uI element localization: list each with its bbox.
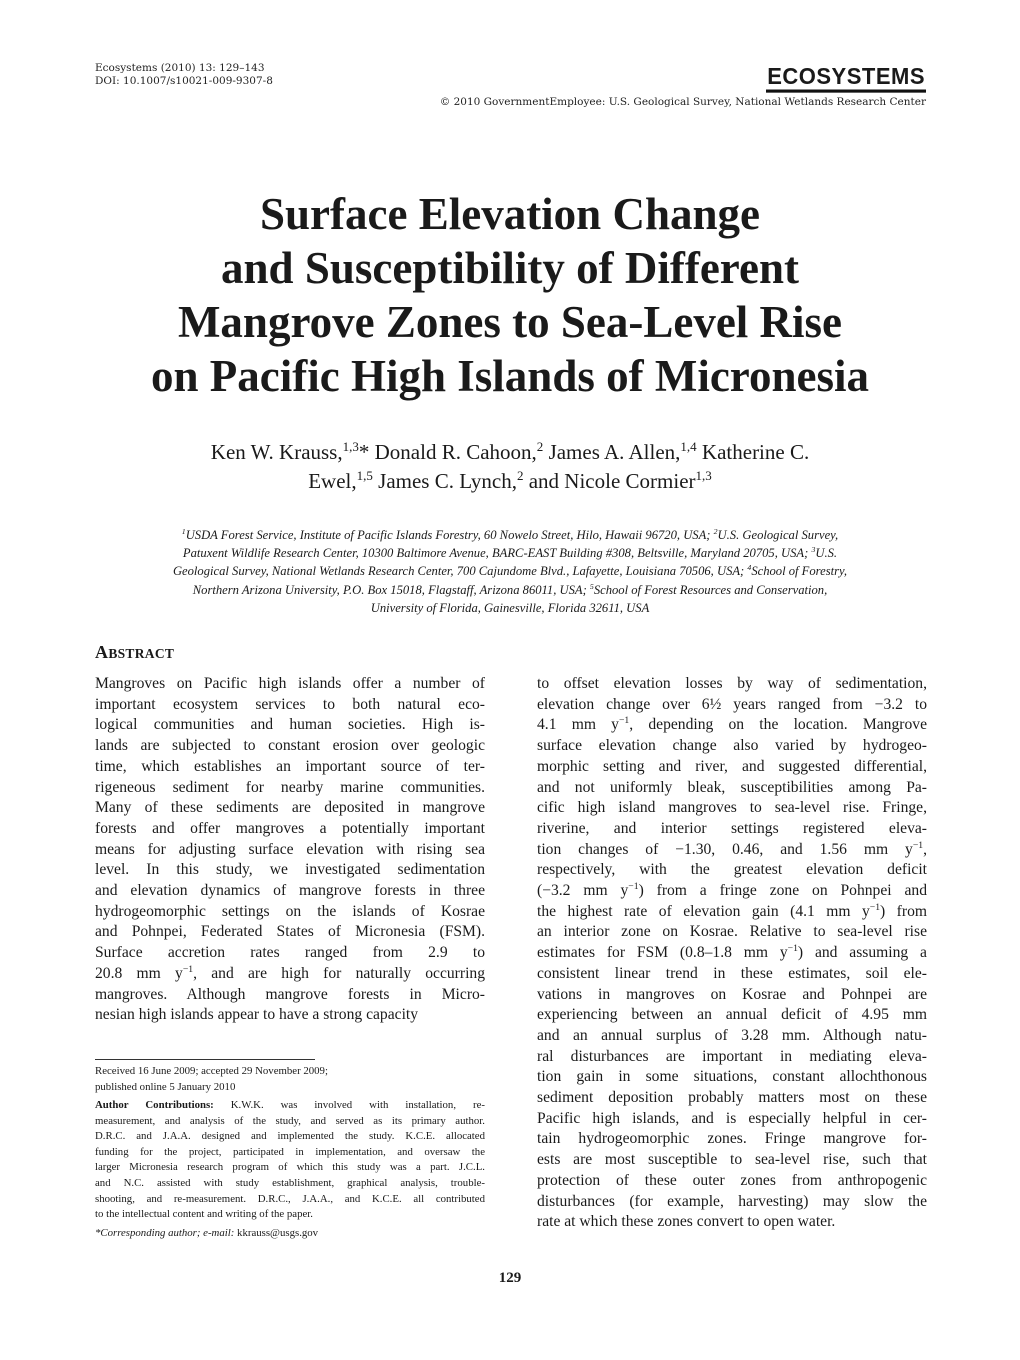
author-name: James A. Allen, xyxy=(543,440,681,464)
affiliation-text: U.S. Geological Survey, xyxy=(717,528,839,542)
affiliation-line xyxy=(80,526,940,544)
abstract-line: means for adjusting surface elevation with rising sea xyxy=(95,840,485,858)
abstract-line: an interior zone on Kosrae. Relative to sea-level rise xyxy=(537,923,927,941)
abstract-heading xyxy=(95,642,174,663)
abstract-line: and an annual surplus of 3.28 mm. Although natu- xyxy=(537,1026,927,1044)
footnote-line: Received 16 June 2009; accepted 29 November 2009; xyxy=(95,1065,328,1077)
journal-citation: Ecosystems (2010) 13: 129–143 xyxy=(95,62,265,74)
abstract-line xyxy=(537,715,927,736)
abstract-line: respectively, with the greatest elevation deficit xyxy=(537,861,927,879)
abstract-text: ) and assuming a xyxy=(797,944,927,962)
contributions-label: Author Contributions: xyxy=(95,1099,214,1111)
abstract-line: logical communities and human societies. High is- xyxy=(95,716,485,734)
abstract-line: Many of these sediments are deposited in mangrove xyxy=(95,799,485,817)
abstract-line: tion gain in some situations, constant allochthonous xyxy=(537,1068,927,1086)
author-name: James C. Lynch, xyxy=(372,469,517,493)
affiliation-number: 1 xyxy=(181,526,186,536)
abstract-line: ests are most susceptible to sea-level rise, such that xyxy=(537,1151,927,1169)
abstract-line: mangroves. Although mangrove forests in Micro- xyxy=(95,985,485,1003)
footnote-line: larger Micronesia research program of which this study was a part. J.C.L. xyxy=(95,1161,485,1174)
author-name: Ewel, xyxy=(308,469,357,493)
abstract-line: to offset elevation losses by way of sedimentation, xyxy=(537,675,927,692)
affiliation-line xyxy=(80,581,940,599)
affiliation-ref: 1,3 xyxy=(695,468,712,483)
affiliation-number: 2 xyxy=(713,526,718,536)
abstract-text: estimates for FSM (0.8–1.8 mm y xyxy=(537,944,788,962)
author-name: and Nicole Cormier xyxy=(523,469,696,493)
affiliation-text: Geological Survey, National Wetlands Research Center, 700 Cajundome Blvd., Lafayette, Louisiana 70506, USA; xyxy=(172,564,748,579)
corresponding-label: *Corresponding author; e-mail: xyxy=(95,1227,235,1239)
affiliation-number: 4 xyxy=(747,563,752,573)
affiliation-line xyxy=(80,562,940,580)
abstract-line: important ecosystem services to both natural eco- xyxy=(95,695,485,713)
citation-block xyxy=(95,62,273,88)
footnote-line: published online 5 January 2010 xyxy=(95,1080,236,1093)
abstract-line: level. In this study, we investigated sedimentation xyxy=(95,861,485,879)
abstract-line xyxy=(537,902,927,923)
abstract-text: , and are high for naturally occurring xyxy=(193,964,485,982)
author-name: Ken W. Krauss, xyxy=(210,440,343,464)
affiliation-ref: 1,4 xyxy=(680,439,697,454)
footnote-text: K.W.K. was involved with installation, re- xyxy=(213,1099,485,1111)
footnote-line xyxy=(95,1226,485,1242)
footnote-line: funding for the project, participated in implementation, and oversaw the xyxy=(95,1145,485,1158)
publication-dates xyxy=(95,1064,485,1095)
affiliation-ref: 1,3 xyxy=(342,439,359,454)
abstract-line: and elevation dynamics of mangrove forests in three xyxy=(95,882,485,900)
abstract-line: tain hydrogeomorphic zones. Fringe mangrove for- xyxy=(537,1130,927,1148)
footnote-line: and N.C. assisted with study establishment, graphical analysis, trouble- xyxy=(95,1176,485,1189)
title-line: Surface Elevation Change xyxy=(260,189,760,239)
unit-exponent: −1 xyxy=(182,963,194,975)
email-address: kkrauss@usgs.gov xyxy=(234,1227,319,1239)
author-line xyxy=(60,467,960,496)
page-number: 129 xyxy=(498,1270,522,1286)
abstract-line: lands are subjected to constant erosion over geologic xyxy=(95,737,485,755)
author-name: Donald R. Cahoon, xyxy=(369,440,537,464)
abstract-right-column xyxy=(537,674,927,1233)
abstract-line: forests and offer mangroves a potentially important xyxy=(95,819,485,837)
abstract-line xyxy=(537,943,927,964)
affiliation-text: School of Forestry, xyxy=(751,564,848,579)
abstract-line: vations in mangroves on Kosrae and Pohnpei are xyxy=(537,985,927,1003)
footnote-line xyxy=(95,1098,485,1114)
abstract-text: the highest rate of elevation gain (4.1 mm y xyxy=(537,902,870,920)
affiliation-ref: 2 xyxy=(516,468,524,483)
affiliation-text: USDA Forest Service, Institute of Pacific Islands Forestry, 60 Nowelo Street, Hilo, Hawaii 96720, USA; xyxy=(185,528,714,542)
abstract-line: Mangroves on Pacific high islands offer a number of xyxy=(95,675,485,692)
affiliation-number: 5 xyxy=(589,581,594,591)
journal-logo: ECOSYSTEMS xyxy=(766,65,926,92)
affiliation-ref: 1,5 xyxy=(356,468,373,483)
affiliation-text: School of Forest Resources and Conservation, xyxy=(593,582,828,597)
footnote-line: shooting, and re-measurement. D.R.C., J.A.A., and K.C.E. all contributed xyxy=(95,1192,485,1205)
abstract-line: morphic setting and river, and suggested differential, xyxy=(537,757,927,775)
abstract-text: , depending on the location. Mangrove xyxy=(629,716,927,734)
author-name: Katherine C. xyxy=(696,440,810,464)
abstract-left-column xyxy=(95,674,485,1026)
abstract-line: rate at which these zones convert to open water. xyxy=(537,1213,836,1231)
abstract-line: nesian high islands appear to have a strong capacity xyxy=(95,1006,419,1024)
abstract-text: 20.8 mm y xyxy=(95,964,183,982)
abstract-text: 4.1 mm y xyxy=(537,716,619,734)
affiliation-line: University of Florida, Gainesville, Florida 32611, USA xyxy=(370,600,650,615)
footnote-line: measurement, and analysis of the study, and served as its primary author. xyxy=(95,1114,485,1127)
abstract-heading-initial: A xyxy=(95,642,109,662)
abstract-line: rigeneous sediment for nearby marine communities. xyxy=(95,778,485,796)
unit-exponent: −1 xyxy=(912,839,924,851)
abstract-text: , xyxy=(923,840,927,858)
title-line: on Pacific High Islands of Micronesia xyxy=(151,351,869,401)
article-title xyxy=(60,187,960,403)
abstract-line: surface elevation change also varied by hydrogeo- xyxy=(537,737,927,755)
abstract-line: and Pohnpei, Federated States of Micronesia (FSM). xyxy=(95,923,485,941)
abstract-line: disturbances (for example, harvesting) may slow the xyxy=(537,1192,927,1210)
abstract-line: ral disturbances are important in mediating eleva- xyxy=(537,1047,927,1065)
abstract-line: elevation change over 6½ years ranged from −3.2 to xyxy=(537,695,927,713)
abstract-line: sediment deposition probably matters most on these xyxy=(537,1089,927,1107)
abstract-line: consistent linear trend in these estimates, soil ele- xyxy=(537,964,927,982)
footnote-divider xyxy=(95,1059,315,1060)
abstract-text: ) from xyxy=(880,902,927,920)
affiliation-ref: 2 xyxy=(536,439,544,454)
abstract-line: cific high island mangroves to sea-level rise. Fringe, xyxy=(537,799,927,817)
abstract-line: Pacific high islands, and is especially helpful in cer- xyxy=(537,1109,927,1127)
abstract-line xyxy=(537,881,927,902)
abstract-line: riverine, and interior settings registered eleva- xyxy=(537,819,927,837)
unit-exponent: −1 xyxy=(618,715,630,727)
footnote-line: D.R.C. and J.A.A. designed and implemented the study. K.C.E. allocated xyxy=(95,1130,485,1143)
affiliation-text: Northern Arizona University, P.O. Box 15018, Flagstaff, Arizona 86011, USA; xyxy=(192,582,590,597)
affiliations xyxy=(80,526,940,617)
abstract-line xyxy=(537,840,927,861)
title-line: and Susceptibility of Different xyxy=(221,243,799,293)
footnote-line: to the intellectual content and writing of the paper. xyxy=(95,1208,313,1221)
copyright-notice: © 2010 GovernmentEmployee: U.S. Geological Survey, National Wetlands Research Center xyxy=(439,96,926,108)
unit-exponent: −1 xyxy=(628,880,639,892)
title-line: Mangrove Zones to Sea-Level Rise xyxy=(177,297,843,347)
unit-exponent: −1 xyxy=(787,942,798,954)
abstract-line: and not uniformly bleak, susceptibilities among Pa- xyxy=(537,778,927,796)
abstract-line: Surface accretion rates ranged from 2.9 to xyxy=(95,944,485,962)
abstract-line: time, which establishes an important source of ter- xyxy=(95,757,485,775)
corresponding-author xyxy=(95,1226,485,1242)
affiliation-text: U.S. xyxy=(815,546,838,561)
abstract-text: (−3.2 mm y xyxy=(537,882,629,900)
abstract-line: protection of these outer zones from anthropogenic xyxy=(537,1171,927,1189)
doi: DOI: 10.1007/s10021-009-9307-8 xyxy=(95,75,273,87)
abstract-text: ) from a fringe zone on Pohnpei and xyxy=(638,882,927,900)
abstract-line: hydrogeomorphic settings on the islands of Kosrae xyxy=(95,902,485,920)
abstract-line: experiencing between an annual deficit of 4.95 mm xyxy=(537,1006,927,1024)
author-list xyxy=(60,438,960,496)
author-line xyxy=(60,438,960,467)
abstract-line xyxy=(95,964,485,985)
affiliation-line xyxy=(80,544,940,562)
affiliation-number: 3 xyxy=(811,545,816,555)
abstract-heading-rest: BSTRACT xyxy=(108,646,175,661)
affiliation-text: Patuxent Wildlife Research Center, 10300 Baltimore Avenue, BARC-EAST Building #308, Beltsville, Maryland 20705, USA; xyxy=(182,546,812,561)
author-contributions xyxy=(95,1098,485,1223)
unit-exponent: −1 xyxy=(869,901,881,913)
abstract-text: tion changes of −1.30, 0.46, and 1.56 mm y xyxy=(537,840,913,858)
corresponding-mark: * xyxy=(358,440,370,464)
